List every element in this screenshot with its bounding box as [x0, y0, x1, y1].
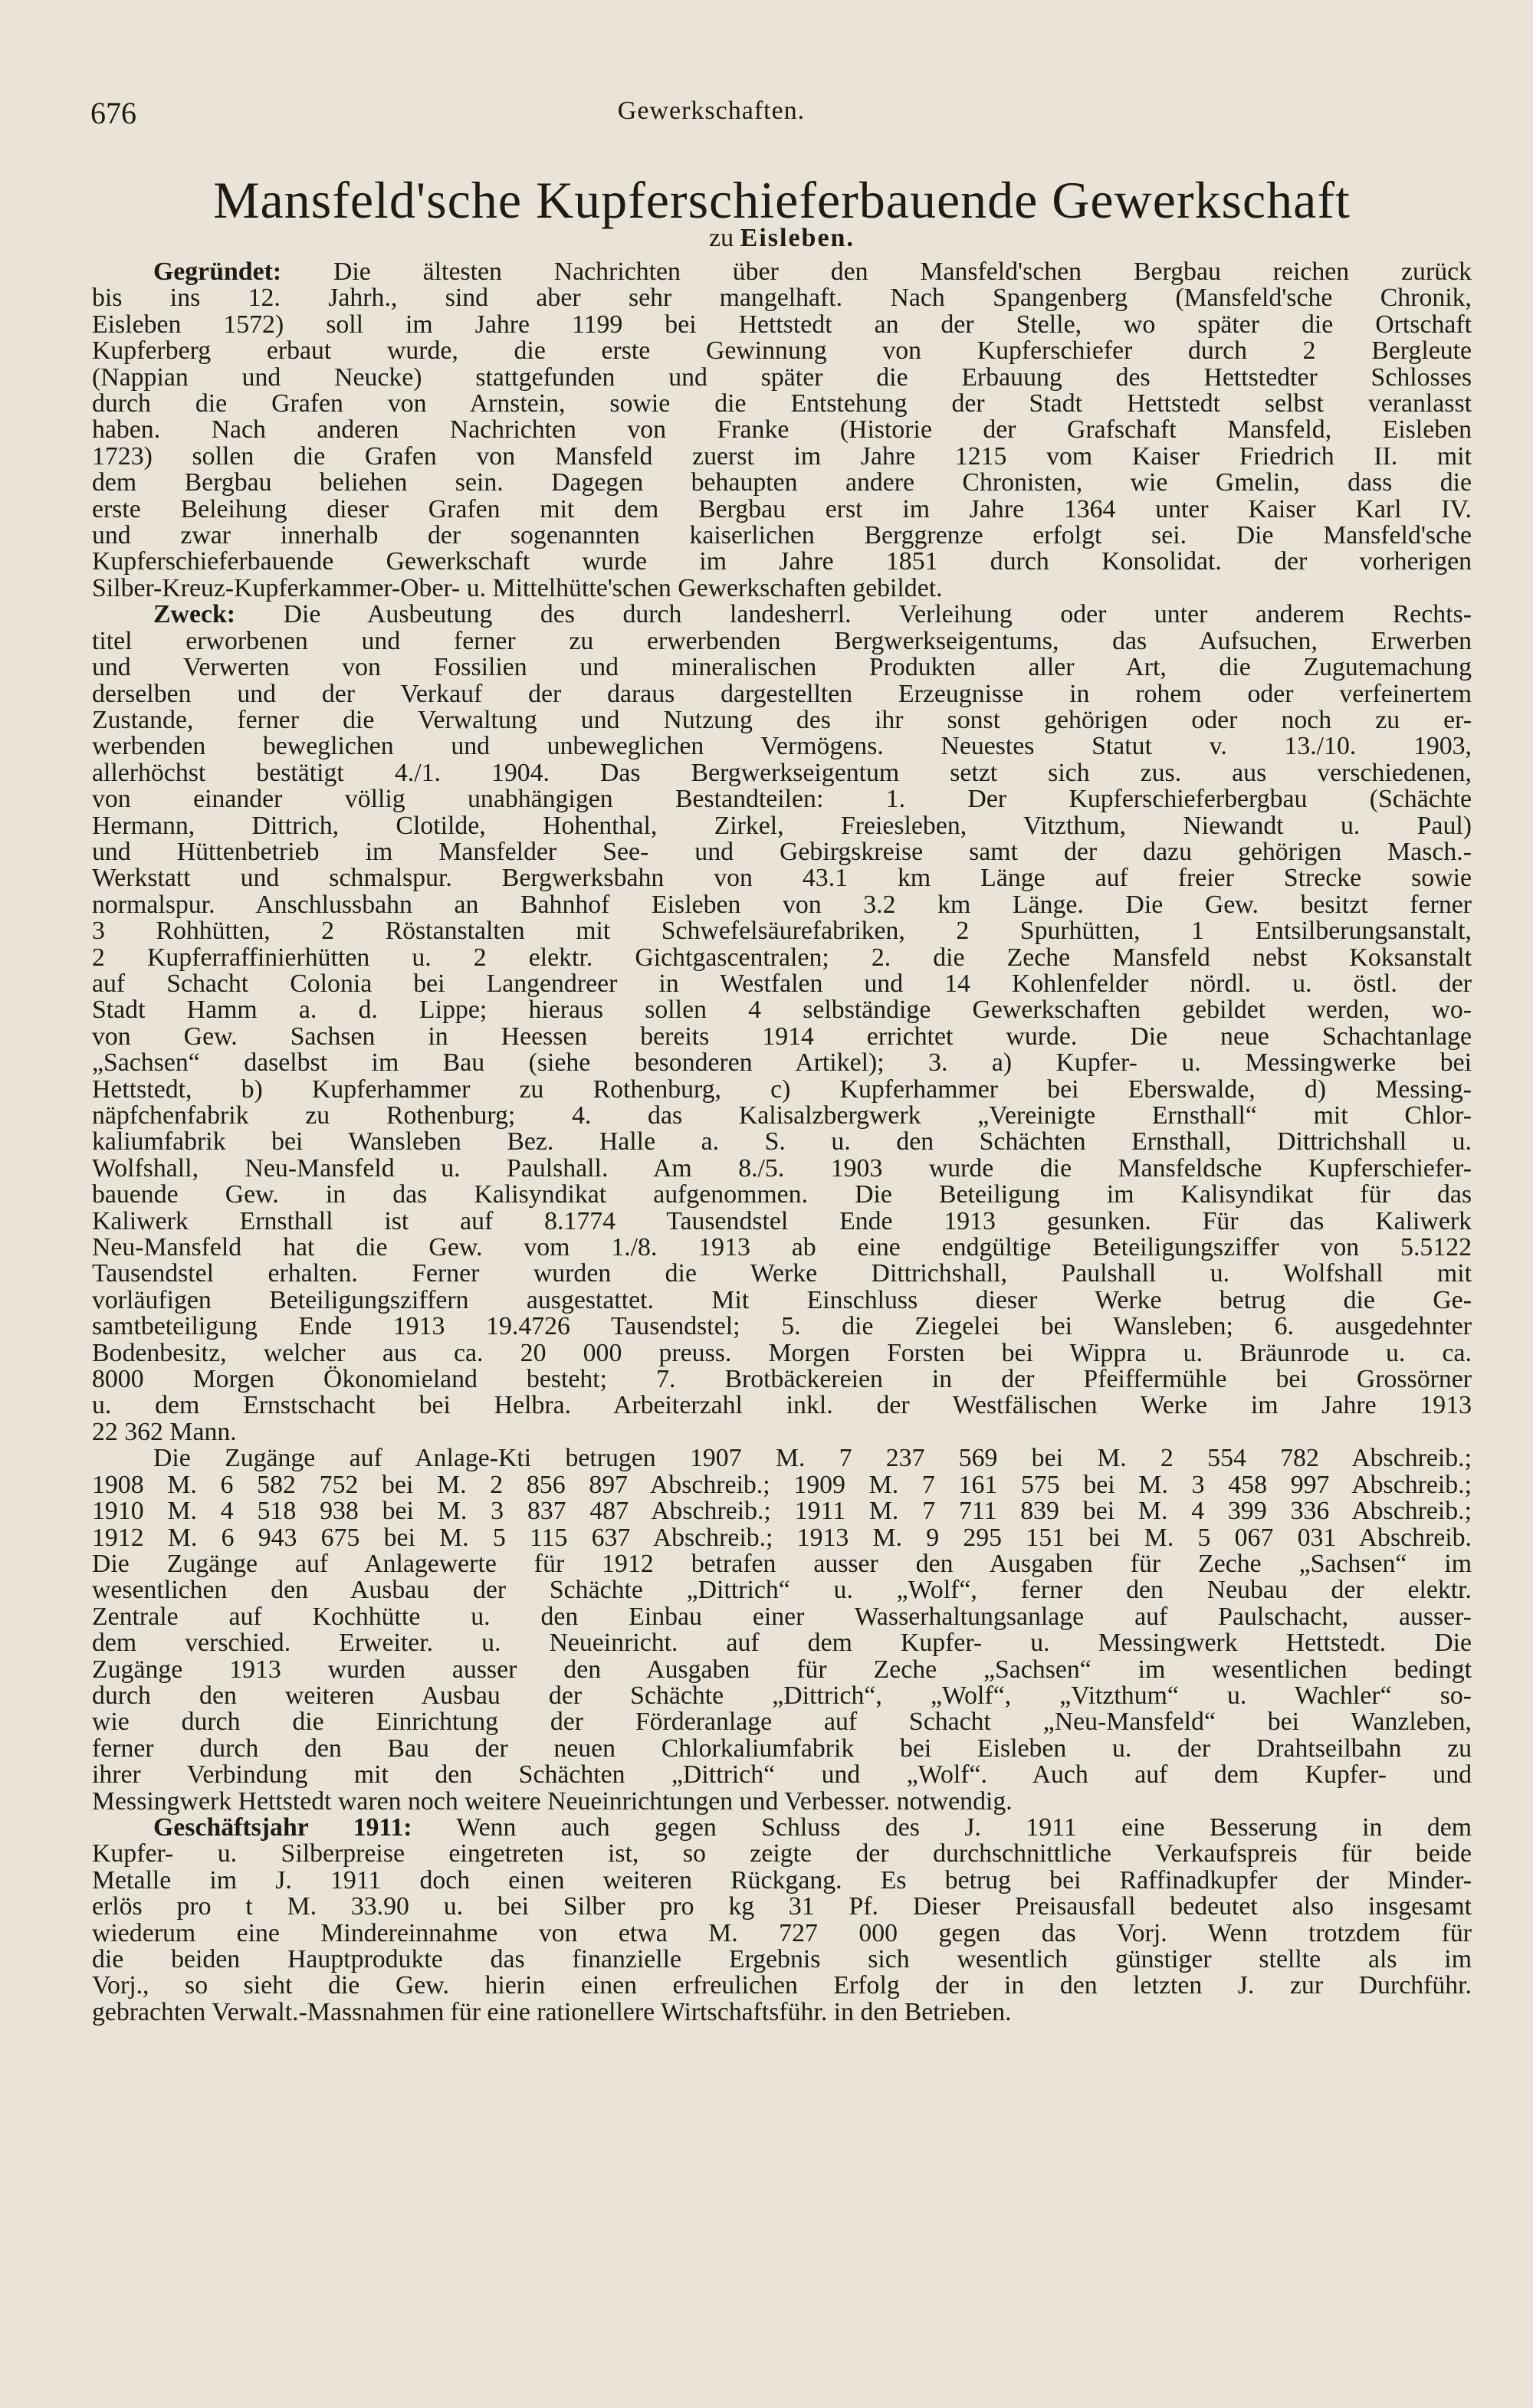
line-text: 1908 M. 6 582 752 bei M. 2 856 897 Abschreib.; 1909 M. 7 161 575 bei M. 3 458 997 Abschreib.; [92, 1470, 1472, 1499]
line-text: Messingwerk Hettstedt waren noch weitere Neueinrichtungen und Verbesser. notwendig. [92, 1786, 1013, 1816]
text-line [92, 786, 1472, 812]
line-text: Tausendstel erhalten. Ferner wurden die Werke Dittrichshall, Paulshall u. Wolfshall mit [92, 1259, 1472, 1288]
line-text: wesentlichen den Ausbau der Schächte „Dittrich“ u. „Wolf“, ferner den Neubau der elektr. [92, 1576, 1472, 1605]
line-text: Wenn auch gegen Schluss des J. 1911 eine Besserung in dem [456, 1813, 1472, 1842]
page-header [90, 95, 1470, 133]
line-text: Die Zugänge auf Anlagewerte für 1912 betrafen ausser den Ausgaben für Zeche „Sachsen“ im [92, 1549, 1472, 1578]
text-line [92, 1894, 1472, 1920]
text-line [92, 1393, 1472, 1419]
line-text: gebrachten Verwalt.-Massnahmen für eine rationellere Wirtschaftsführ. in den Betrieben. [92, 1997, 1012, 2026]
line-text: 3 Rohhütten, 2 Röstanstalten mit Schwefelsäurefabriken, 2 Spurhütten, 1 Entsilberungsanstalt, [92, 917, 1472, 946]
line-text: bis ins 12. Jahrh., sind aber sehr mangelhaft. Nach Spangenberg (Mansfeld'sche Chronik, [92, 284, 1472, 313]
line-text: und Hüttenbetrieb im Mansfelder See- und Gebirgskreise samt der dazu gehörigen Masch.- [92, 837, 1472, 866]
line-text: samtbeteiligung Ende 1913 19.4726 Tausendstel; 5. die Ziegelei bei Wansleben; 6. ausgedehnter [92, 1312, 1472, 1341]
text-line [92, 1947, 1472, 1973]
text-line [92, 1525, 1472, 1551]
text-line [92, 1865, 1472, 1895]
text-line [92, 1261, 1472, 1287]
text-line [92, 628, 1472, 654]
line-text: wie durch die Einrichtung der Förderanlage auf Schacht „Neu-Mansfeld“ bei Wanzleben, [92, 1708, 1472, 1737]
company-location [92, 224, 1472, 253]
line-text: titel erworbenen und ferner zu erwerbenden Bergwerkseigentums, das Aufsuchen, Erwerben [92, 626, 1472, 655]
text-line [92, 760, 1472, 786]
line-text: durch den weiteren Ausbau der Schächte „Dittrich“, „Wolf“, „Vitzthum“ u. Wachler“ so- [92, 1681, 1472, 1710]
line-text: die beiden Hauptprodukte das finanzielle Ergebnis sich wesentlich günstiger stellte als im [92, 1945, 1472, 1973]
text-line [92, 1604, 1472, 1630]
text-line [92, 1235, 1472, 1261]
line-text: auf Schacht Colonia bei Langendreer in Westfalen und 14 Kohlenfelder nördl. u. östl. der [92, 969, 1472, 998]
line-text: Eisleben 1572) soll im Jahre 1199 bei Hettstedt an der Stelle, wo später die Ortschaft [92, 310, 1472, 339]
line-text: Metalle im J. 1911 doch einen weiteren Rückgang. Es betrug bei Raffinadkupfer der Minder- [92, 1865, 1472, 1895]
line-text: Vorj., so sieht die Gew. hierin einen erfreulichen Erfolg der in den letzten J. zur Durchführ. [92, 1971, 1472, 2000]
line-text: Kaliwerk Ernsthall ist auf 8.1774 Tausendstel Ende 1913 gesunken. Für das Kaliwerk [92, 1206, 1472, 1235]
section-label: Gegründet: [153, 258, 282, 286]
line-text: Die Zugänge auf Anlage-Kti betrugen 1907 M. 7 237 569 bei M. 2 554 782 Abschreib.; [153, 1444, 1472, 1473]
location-prefix: zu [709, 224, 734, 252]
text-line [92, 1841, 1472, 1867]
text-line [92, 470, 1472, 496]
text-line [92, 1498, 1472, 1524]
text-line [92, 494, 1472, 523]
text-line [92, 523, 1472, 549]
text-line [92, 1153, 1472, 1183]
line-text: von einander völlig unabhängigen Bestandteilen: 1. Der Kupferschieferbergbau (Schächte [92, 785, 1472, 814]
text-line [92, 865, 1472, 891]
line-text: 8000 Morgen Ökonomieland besteht; 7. Brotbäckereien in der Pfeiffermühle bei Grossörner [92, 1365, 1472, 1394]
line-text: haben. Nach anderen Nachrichten von Franke (Historie der Grafschaft Mansfeld, Eisleben [92, 415, 1472, 445]
text-line [92, 259, 1472, 285]
line-text: bauende Gew. in das Kalisyndikat aufgenommen. Die Beteiligung im Kalisyndikat für das [92, 1180, 1472, 1209]
text-line [92, 1973, 1472, 1999]
line-text: Die ältesten Nachrichten über den Mansfeld'schen Bergbau reichen zurück [333, 258, 1472, 286]
text-line [92, 1103, 1472, 1129]
text-line [92, 1577, 1472, 1603]
line-text: durch die Grafen von Arnstein, sowie die Entstehung der Stadt Hettstedt selbst veranlasst [92, 389, 1472, 418]
page-number: 676 [90, 96, 136, 130]
line-text: ferner durch den Bau der neuen Chlorkaliumfabrik bei Eisleben u. der Drahtseilbahn zu [92, 1734, 1472, 1763]
text-line [92, 365, 1472, 391]
line-text: 1910 M. 4 518 938 bei M. 3 837 487 Abschreib.; 1911 M. 7 711 839 bei M. 4 399 336 Abschreib.; [92, 1497, 1472, 1526]
text-line [92, 1762, 1472, 1788]
line-text: normalspur. Anschlussbahn an Bahnhof Eisleben von 3.2 km Länge. Die Gew. besitzt ferner [92, 890, 1472, 919]
text-line [92, 945, 1472, 971]
line-text: „Sachsen“ daselbst im Bau (siehe besonderen Artikel); 3. a) Kupfer- u. Messingwerke bei [92, 1048, 1472, 1078]
line-text: Silber-Kreuz-Kupferkammer-Ober- u. Mittelhütte'schen Gewerkschaften gebildet. [92, 573, 943, 602]
line-text: Die Ausbeutung des durch landesherrl. Verleihung oder unter anderem Rechts- [283, 600, 1472, 629]
line-text: 2 Kupferraffinierhütten u. 2 elektr. Gichtgascentralen; 2. die Zeche Mansfeld nebst Koksanstalt [92, 943, 1472, 972]
company-title: Mansfeld'sche Kupferschieferbauende Gewerkschaft [213, 171, 1351, 229]
line-text: erste Beleihung dieser Grafen mit dem Bergbau erst im Jahre 1364 unter Kaiser Karl IV. [92, 494, 1472, 523]
running-head: Gewerkschaften. [617, 97, 806, 125]
line-text: Bodenbesitz, welcher aus ca. 20 000 preuss. Morgen Forsten bei Wippra u. Bräunrode u. ca. [92, 1338, 1472, 1367]
article-body [92, 259, 1472, 2026]
text-line [92, 971, 1472, 997]
text-line [92, 1419, 1472, 1445]
text-line [92, 1786, 1472, 1816]
text-line [92, 1736, 1472, 1762]
line-text: Zustande, ferner die Verwaltung und Nutzung des ihr sonst gehörigen oder noch zu er- [92, 705, 1472, 734]
text-line [92, 1997, 1472, 2026]
text-line [92, 681, 1472, 707]
text-line [92, 312, 1472, 338]
line-text: dem verschied. Erweiter. u. Neueinricht. auf dem Kupfer- u. Messingwerk Hettstedt. Die [92, 1629, 1472, 1658]
section-label: Zweck: [153, 600, 236, 629]
text-line [92, 1074, 1472, 1104]
text-line [92, 1206, 1472, 1235]
line-text: allerhöchst bestätigt 4./1. 1904. Das Bergwerkseigentum setzt sich zus. aus verschiedenen, [92, 758, 1472, 787]
text-line [92, 1314, 1472, 1340]
line-text: Neu-Mansfeld hat die Gew. vom 1./8. 1913 ab eine endgültige Beteiligungsziffer von 5.5122 [92, 1233, 1472, 1262]
text-line [92, 997, 1472, 1023]
text-line [92, 1445, 1472, 1471]
section-paragraph [92, 1815, 1472, 2026]
text-line [92, 1918, 1472, 1947]
line-text: dem Bergbau beliehen sein. Dagegen behaupten andere Chronisten, wie Gmelin, dass die [92, 468, 1472, 497]
text-line [92, 1366, 1472, 1393]
text-line [92, 1024, 1472, 1050]
text-line [92, 602, 1472, 628]
section-paragraph [92, 1445, 1472, 1815]
line-text: werbenden beweglichen und unbeweglichen Vermögens. Neuestes Statut v. 13./10. 1903, [92, 732, 1472, 761]
text-line [92, 285, 1472, 311]
text-line [92, 1657, 1472, 1683]
text-line [92, 839, 1472, 865]
section-label: Geschäftsjahr 1911: [153, 1813, 412, 1842]
text-line [92, 813, 1472, 839]
line-text: Hettstedt, b) Kupferhammer zu Rothenburg, c) Kupferhammer bei Eberswalde, d) Messing- [92, 1074, 1472, 1104]
text-line [92, 1129, 1472, 1155]
line-text: derselben und der Verkauf der daraus dargestellten Erzeugnisse in rohem oder verfeinertem [92, 679, 1472, 708]
text-line [92, 338, 1472, 364]
line-text: erlös pro t M. 33.90 u. bei Silber pro kg 31 Pf. Dieser Preisausfall bedeutet also insgesamt [92, 1892, 1472, 1921]
line-text: Kupferschieferbauende Gewerkschaft wurde im Jahre 1851 durch Konsolidat. der vorherigen [92, 547, 1472, 576]
text-line [92, 1551, 1472, 1577]
text-line [92, 549, 1472, 575]
text-line [92, 918, 1472, 944]
text-line [92, 391, 1472, 417]
location-name: Eisleben. [740, 224, 855, 252]
section-paragraph [92, 259, 1472, 602]
text-line [92, 707, 1472, 733]
line-text: und zwar innerhalb der sogenannten kaiserlichen Berggrenze erfolgt sei. Die Mansfeld'sche [92, 521, 1472, 550]
line-text: 22 362 Mann. [92, 1417, 237, 1446]
text-line [92, 654, 1472, 681]
line-text: 1912 M. 6 943 675 bei M. 5 115 637 Abschreib.; 1913 M. 9 295 151 bei M. 5 067 031 Abschreib. [92, 1523, 1472, 1552]
text-line [92, 417, 1472, 443]
line-text: näpfchenfabrik zu Rothenburg; 4. das Kalisalzbergwerk „Vereinigte Ernsthall“ mit Chlor- [92, 1101, 1472, 1130]
line-text: Stadt Hamm a. d. Lippe; hieraus sollen 4 selbständige Gewerkschaften gebildet werden, wo- [92, 996, 1472, 1025]
line-text: u. dem Ernstschacht bei Helbra. Arbeiterzahl inkl. der Westfälischen Werke im Jahre 1913 [92, 1391, 1472, 1420]
text-line [92, 1472, 1472, 1498]
line-text: wiederum eine Mindereinnahme von etwa M. 727 000 gegen das Vorj. Wenn trotzdem für [92, 1918, 1472, 1947]
text-line [92, 1630, 1472, 1656]
line-text: kaliumfabrik bei Wansleben Bez. Halle a. S. u. den Schächten Ernsthall, Dittrichshall u. [92, 1127, 1472, 1156]
line-text: Zugänge 1913 wurden ausser den Ausgaben für Zeche „Sachsen“ im wesentlichen bedingt [92, 1655, 1472, 1684]
text-line [92, 1815, 1472, 1841]
text-line [92, 1709, 1472, 1735]
text-line [92, 1050, 1472, 1076]
section-paragraph [92, 602, 1472, 1445]
line-text: (Nappian und Neucke) stattgefunden und später die Erbauung des Hettstedter Schlosses [92, 363, 1472, 392]
text-line [92, 733, 1472, 759]
line-text: Zentrale auf Kochhütte u. den Einbau einer Wasserhaltungsanlage auf Paulschacht, ausser- [92, 1602, 1472, 1631]
line-text: Kupfer- u. Silberpreise eingetreten ist, so zeigte der durchschnittliche Verkaufspreis für beide [92, 1839, 1472, 1868]
text-line [92, 441, 1472, 471]
line-text: Hermann, Dittrich, Clotilde, Hohenthal, Zirkel, Freiesleben, Vitzthum, Niewandt u. Paul) [92, 811, 1472, 840]
text-line [92, 573, 1472, 602]
text-line [92, 1285, 1472, 1314]
text-line [92, 1683, 1472, 1709]
line-text: Werkstatt und schmalspur. Bergwerksbahn von 43.1 km Länge auf freier Strecke sowie [92, 864, 1472, 893]
line-text: und Verwerten von Fossilien und mineralischen Produkten aller Art, die Zugutemachung [92, 653, 1472, 682]
text-line [92, 892, 1472, 918]
line-text: ihrer Verbindung mit den Schächten „Dittrich“ und „Wolf“. Auch auf dem Kupfer- und [92, 1760, 1472, 1790]
line-text: vorläufigen Beteiligungsziffern ausgestattet. Mit Einschluss dieser Werke betrug die Ge- [92, 1285, 1472, 1314]
line-text: von Gew. Sachsen in Heessen bereits 1914 errichtet wurde. Die neue Schachtanlage [92, 1022, 1472, 1051]
text-line [92, 1182, 1472, 1208]
line-text: Wolfshall, Neu-Mansfeld u. Paulshall. Am 8./5. 1903 wurde die Mansfeldsche Kupferschiefer- [92, 1153, 1472, 1183]
line-text: 1723) sollen die Grafen von Mansfeld zuerst im Jahre 1215 vom Kaiser Friedrich II. mit [92, 441, 1472, 471]
line-text: Kupferberg erbaut wurde, die erste Gewinnung von Kupferschiefer durch 2 Bergleute [92, 336, 1472, 366]
text-line [92, 1340, 1472, 1366]
